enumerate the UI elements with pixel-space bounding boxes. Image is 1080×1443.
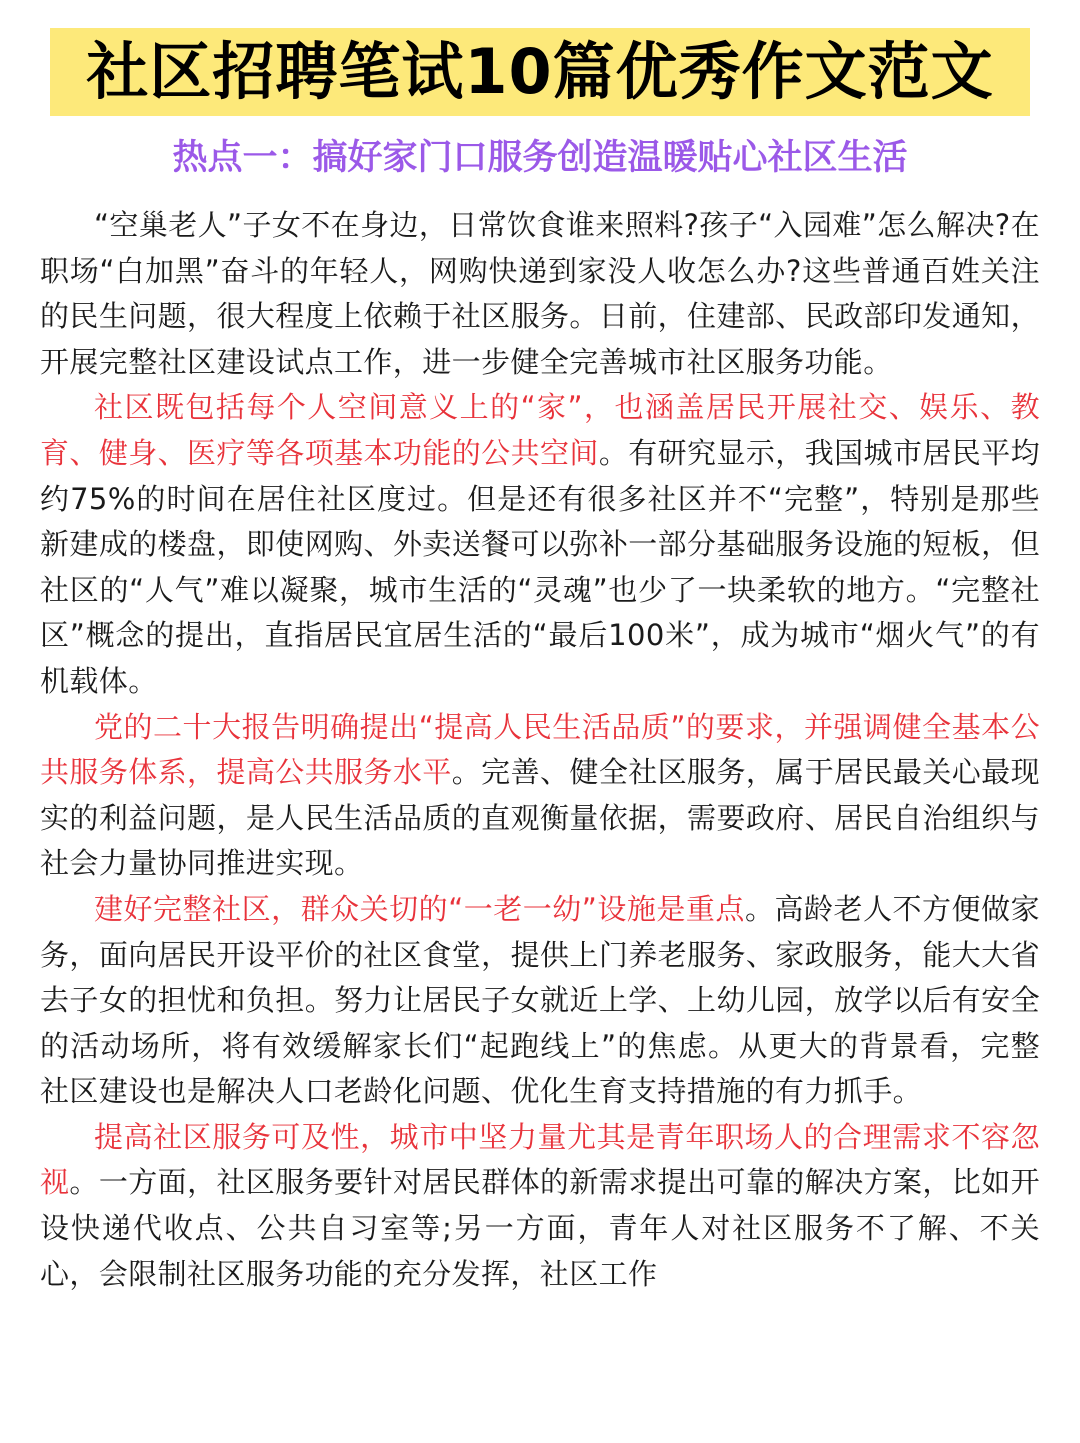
title-banner bbox=[50, 28, 1030, 116]
paragraph-text: 。一方面，社区服务要针对居民群体的新需求提出可靠的解决方案，比如开设快递代收点、公共自习室等;另一方面，青年人对社区服务不了解、不关心，会限制社区服务功能的充分发挥，社区工作 bbox=[40, 1165, 1041, 1291]
page-title: 社区招聘笔试10篇优秀作文范文 bbox=[86, 35, 994, 108]
article-paragraph bbox=[40, 705, 1040, 887]
paragraph-text: 。高龄老人不方便做家务，面向居民开设平价的社区食堂，提供上门养老服务、家政服务，能大大省去子女的担忧和负担。努力让居民子女就近上学、上幼儿园，放学以后有安全的活动场所，将有效缓解家长们“起跑线上”的焦虑。从更大的背景看，完整社区建设也是解决人口老龄化问题、优化生育支持措施的有力抓手。 bbox=[40, 891, 1040, 1109]
article-paragraph bbox=[40, 203, 1040, 385]
paragraph-highlight: 提高社区服务可及性，城市中坚力量尤其是青年职场人的合理需求不容忽视 bbox=[40, 1119, 1040, 1200]
paragraph-text: 。有研究显示，我国城市居民平均约75%的时间在居住社区度过。但是还有很多社区并不“完整”，特别是那些新建成的楼盘，即使网购、外卖送餐可以弥补一部分基础服务设施的短板，但社区的“人气”难以凝聚，城市生活的“灵魂”也少了一块柔软的地方。“完整社区”概念的提出，直指居民宜居生活的“最后100米”，成为城市“烟火气”的有机载体。 bbox=[40, 435, 1040, 698]
article-paragraph bbox=[40, 1115, 1040, 1297]
paragraph-highlight: 建好完整社区，群众关切的“一老一幼”设施是重点 bbox=[94, 891, 745, 926]
paragraph-highlight: 社区既包括每个人空间意义上的“家”，也涵盖居民开展社交、娱乐、教育、健身、医疗等各项基本功能的公共空间 bbox=[40, 390, 1040, 470]
article-paragraph bbox=[40, 887, 1040, 1115]
paragraph-text: 。完善、健全社区服务，属于居民最关心最现实的利益问题，是人民生活品质的直观衡量依据，需要政府、居民自治组织与社会力量协同推进实现。 bbox=[40, 755, 1040, 881]
article-body bbox=[40, 203, 1040, 1297]
article-paragraph bbox=[40, 385, 1040, 704]
section-subtitle: 热点一：搞好家门口服务创造温暖贴心社区生活 bbox=[172, 138, 908, 178]
paragraph-highlight: 党的二十大报告明确提出“提高人民生活品质”的要求，并强调健全基本公共服务体系，提高公共服务水平 bbox=[40, 709, 1040, 790]
paragraph-text: “空巢老人”子女不在身边，日常饮食谁来照料?孩子“入园难”怎么解决?在职场“白加黑”奋斗的年轻人，网购快递到家没人收怎么办?这些普通百姓关注的民生问题，很大程度上依赖于社区服务。日前，住建部、民政部印发通知，开展完整社区建设试点工作，进一步健全完善城市社区服务功能。 bbox=[40, 208, 1040, 379]
